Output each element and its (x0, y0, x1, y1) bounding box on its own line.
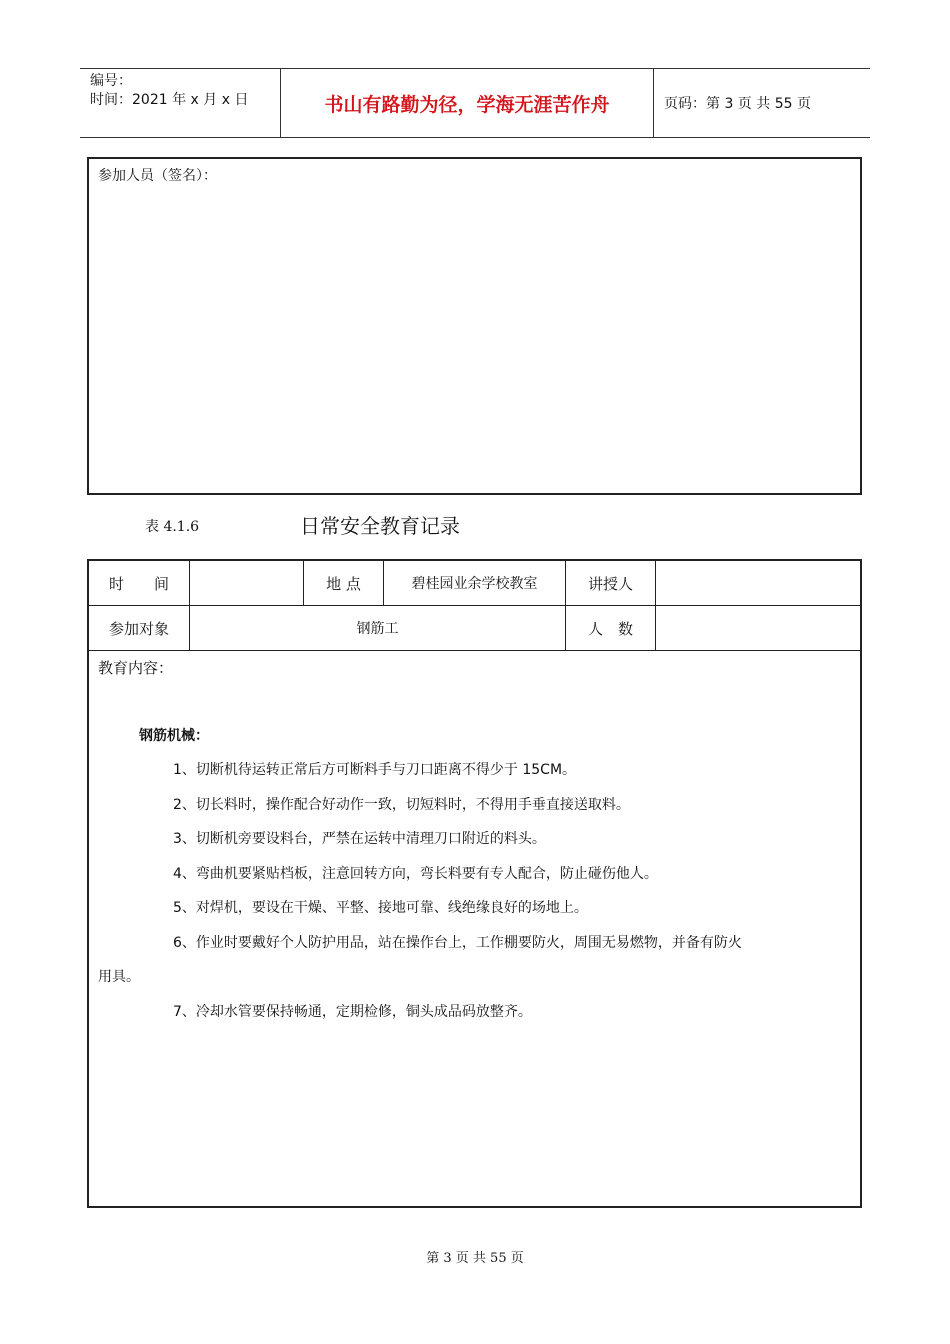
location-label: 地 点 (326, 574, 361, 593)
number-label: 编号： (90, 73, 132, 89)
header-meta (80, 69, 281, 137)
list-item-text: 用具。 (98, 969, 140, 985)
list-item (98, 788, 858, 822)
list-item (98, 822, 858, 856)
list-item (98, 753, 858, 787)
header-page-info: 页码：第 3 页 共 55 页 (664, 96, 811, 112)
motto: 书山有路勤为径，学海无涯苦作舟 (281, 69, 654, 137)
list-item-text: 6、作业时要戴好个人防护用品，站在操作台上，工作棚要防火，周围无易燃物，并备有防火 (173, 935, 742, 951)
page-footer: 第 3 页 共 55 页 (426, 1251, 524, 1266)
list-item-text: 5、对焊机，要设在干燥、平整、接地可靠、线绝缘良好的场地上。 (173, 900, 588, 916)
list-item-text: 7、冷却水管要保持畅通，定期检修，铜头成品码放整齐。 (173, 1004, 532, 1020)
list-item-text: 3、切断机旁要设料台，严禁在运转中清理刀口附近的料头。 (173, 831, 546, 847)
table-number: 表 4.1.6 (145, 519, 200, 535)
list-item (98, 995, 858, 1029)
list-item-continuation (98, 960, 858, 994)
list-item-text: 2、切长料时，操作配合好动作一致，切短料时，不得用手垂直接送取料。 (173, 797, 630, 813)
lecturer-value (656, 561, 860, 605)
location-value: 碧桂园业余学校教室 (411, 576, 538, 592)
list-item-text: 1、切断机待运转正常后方可断料手与刀口距离不得少于 15CM。 (173, 762, 577, 778)
time-value (190, 561, 303, 605)
lecturer-label: 讲授人 (587, 574, 633, 593)
record-table (87, 559, 862, 1208)
content-label: 教育内容： (98, 659, 174, 677)
table-title: 日常安全教育记录 (300, 514, 460, 538)
list-item (98, 857, 858, 891)
signature-box (87, 157, 862, 495)
participants-label: 参加对象 (108, 619, 169, 638)
document-header (80, 68, 870, 138)
list-item-text: 4、弯曲机要紧贴档板，注意回转方向，弯长料要有专人配合，防止碰伤他人。 (173, 866, 658, 882)
signature-label: 参加人员（签名）： (98, 168, 217, 184)
count-value (656, 606, 860, 650)
section-title: 钢筋机械： (139, 728, 209, 744)
date-line: 时间：2021 年 x 月 x 日 (90, 92, 249, 108)
list-item (98, 891, 858, 925)
list-item (98, 926, 858, 960)
participants-value: 钢筋工 (356, 621, 399, 637)
row-divider (89, 650, 860, 651)
count-label: 人 数 (587, 619, 633, 638)
time-label: 时 间 (108, 574, 169, 593)
